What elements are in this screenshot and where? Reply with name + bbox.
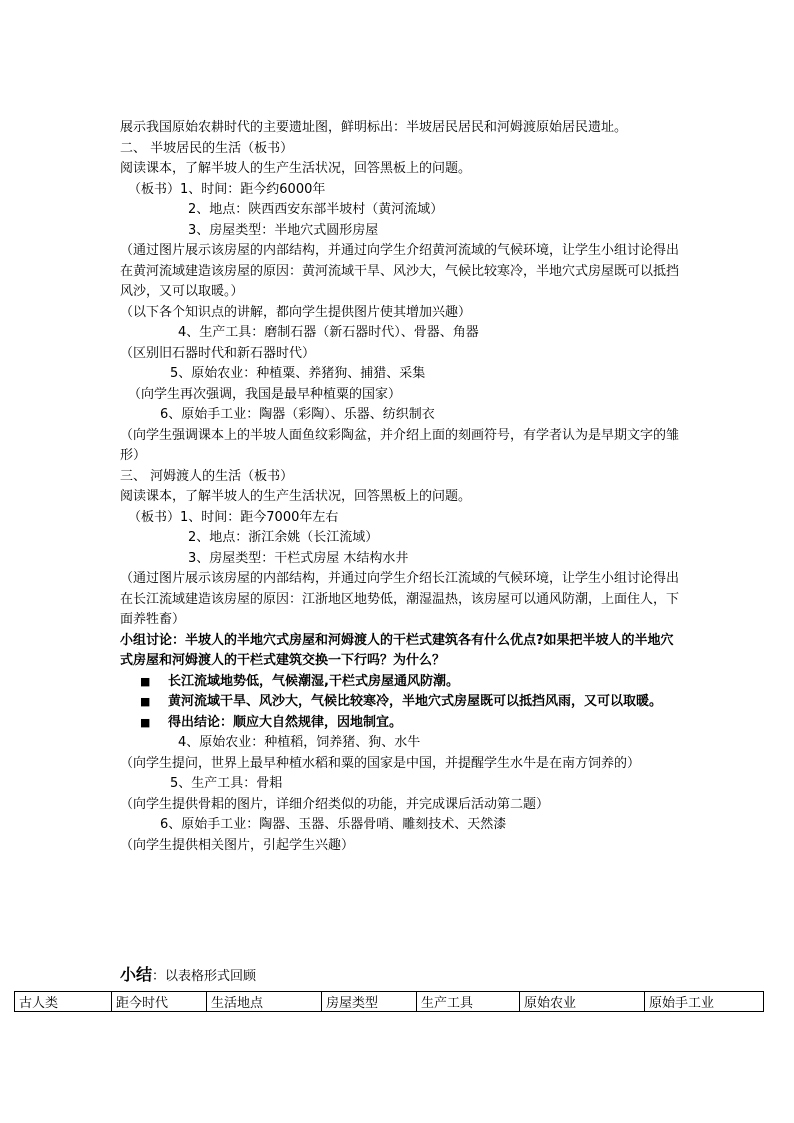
table-header-cell: 原始手工业 (645, 992, 764, 1012)
paragraph: （通过图片展示该房屋的内部结构，并通过向学生介绍长江流域的气候环境，让学生小组讨论得出在长江流域建造该房屋的原因：江浙地区地势低，潮湿温热，该房屋可以通风防潮，上面住人，下面养牲畜） (120, 571, 680, 627)
paragraph: （以下各个知识点的讲解，都向学生提供图片使其增加兴趣） (120, 304, 472, 320)
bullet-text: 长江流域地势低，气候潮湿,干栏式房屋通风防潮。 (168, 673, 459, 689)
board-item: 4、原始农业：种植稻，饲养猪、狗、水牛 (178, 735, 421, 750)
paragraph: （向学生再次强调，我国是最早种植粟的国家） (128, 386, 402, 402)
discussion-question: 小组讨论：半坡人的半地穴式房屋和河姆渡人的干栏式建筑各有什么优点?如果把半坡人的半地穴式房屋和河姆渡人的干栏式建筑交换一下行吗？为什么？ (120, 632, 674, 668)
paragraph: 阅读课本，了解半坡人的生产生活状况，回答黑板上的问题。 (120, 489, 472, 504)
paragraph: （向学生强调课本上的半坡人面鱼纹彩陶盆，并介绍上面的刻画符号，有学者认为是早期文字的雏形） (120, 427, 680, 463)
paragraph: 展示我国原始农耕时代的主要遗址图，鲜明标出：半坡居民居民和河姆渡原始居民遗址。 (120, 120, 628, 135)
table-header-cell: 生活地点 (207, 992, 322, 1012)
board-item: 6、原始手工业：陶器、玉器、乐器骨哨、雕刻技术、天然漆 (160, 817, 507, 832)
lesson-content (120, 118, 680, 856)
paragraph: （向学生提供骨耜的图片，详细介绍类似的功能，并完成课后活动第二题） (120, 796, 550, 812)
board-item: 5、原始农业：种植粟、养猪狗、捕猎、采集 (170, 366, 426, 381)
summary-text: ：以表格形式回顾 (152, 969, 257, 984)
section-heading: 三、 河姆渡人的生活（板书） (120, 468, 294, 484)
square-bullet-icon: ■ (140, 695, 151, 708)
bullet-text: 得出结论：顺应大自然规律，因地制宜。 (168, 714, 403, 730)
bullet-text: 黄河流域干旱、风沙大，气候比较寒冷，半地穴式房屋既可以抵挡风雨，又可以取暖。 (168, 694, 663, 709)
summary-table (14, 991, 764, 1012)
board-item: （板书）1、时间：距今7000年左右 (128, 509, 339, 525)
bullet-item (120, 692, 680, 713)
paragraph: （向学生提问，世界上最早种植水稻和粟的国家是中国，并提醒学生水牛是在南方饲养的） (120, 755, 641, 771)
square-bullet-icon: ■ (140, 674, 151, 688)
paragraph: （通过图片展示该房屋的内部结构，并通过向学生介绍黄河流域的气候环境，让学生小组讨论得出在黄河流域建造该房屋的原因：黄河流域干旱、风沙大，气候比较寒冷，半地穴式房屋既可以抵挡风沙，又可以取暖。） (120, 243, 680, 299)
board-item: 6、原始手工业：陶器（彩陶）、乐器、纺织制衣 (160, 407, 435, 422)
bullet-item (120, 672, 680, 693)
board-item: （板书）1、时间：距今约6000年 (128, 181, 326, 197)
bullet-item (120, 713, 680, 734)
table-header-cell: 距今时代 (112, 992, 207, 1012)
table-header-cell: 原始农业 (520, 992, 645, 1012)
summary-heading: 小结 (120, 965, 153, 984)
paragraph: （向学生提供相关图片，引起学生兴趣） (120, 837, 355, 853)
table-header-cell: 生产工具 (417, 992, 520, 1012)
paragraph: （区别旧石器时代和新石器时代） (120, 345, 316, 361)
table-row (15, 992, 764, 1012)
table-header-cell: 古人类 (15, 992, 112, 1012)
table-header-cell: 房屋类型 (322, 992, 417, 1012)
section-heading: 二、 半坡居民的生活（板书） (120, 140, 294, 156)
paragraph: 阅读课本，了解半坡人的生产生活状况，回答黑板上的问题。 (120, 161, 472, 176)
board-item: 4、生产工具：磨制石器（新石器时代）、骨器、角器 (178, 325, 479, 340)
board-item: 5、生产工具：骨耜 (170, 776, 283, 791)
summary-line (120, 962, 256, 985)
board-item: 2、地点：陕西西安东部半坡村（黄河流域） (188, 202, 444, 217)
board-item: 3、房屋类型：干栏式房屋 木结构水井 (188, 550, 409, 566)
board-item: 2、地点：浙江余姚（长江流域） (188, 530, 379, 545)
board-item: 3、房屋类型：半地穴式圆形房屋 (188, 222, 379, 238)
square-bullet-icon: ■ (140, 715, 151, 729)
